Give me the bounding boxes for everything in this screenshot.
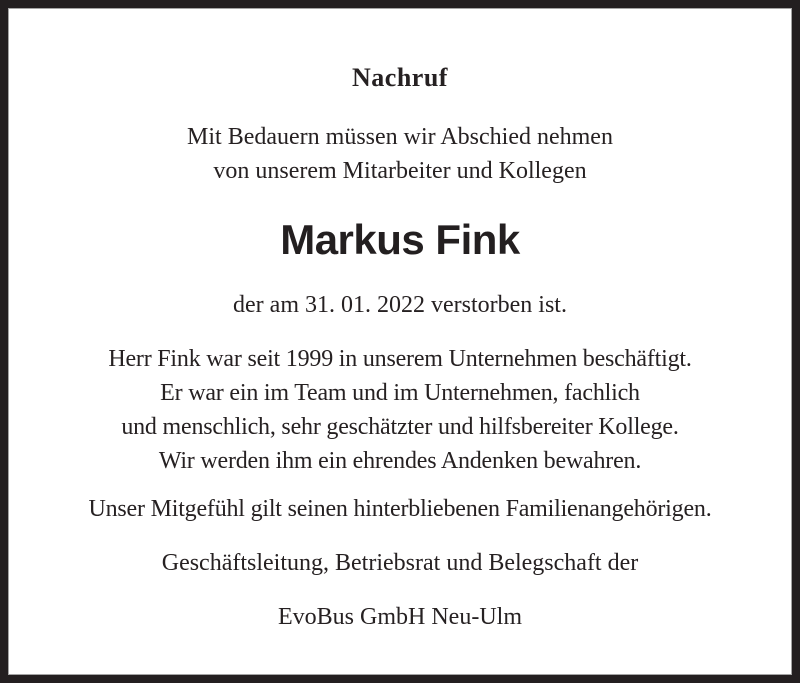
intro-line-1: Mit Bedauern müssen wir Abschied nehmen [187,124,613,150]
death-date-line: der am 31. 01. 2022 verstorben ist. [233,292,567,318]
company-name: EvoBus GmbH Neu-Ulm [278,604,522,630]
intro-text [8,120,792,188]
obituary-content [8,8,792,675]
obituary-title: Nachruf [352,63,448,92]
deceased-name: Markus Fink [280,216,520,263]
tribute-line-4: Wir werden ihm ein ehrendes Andenken bewahren. [158,448,642,474]
tribute-line-3: und menschlich, sehr geschätzter und hilfsbereiter Kollege. [121,414,679,440]
tribute-paragraph [8,342,792,478]
tribute-line-1: Herr Fink war seit 1999 in unserem Unternehmen beschäftigt. [108,346,692,372]
signature-line: Geschäftsleitung, Betriebsrat und Belegschaft der [161,550,639,576]
intro-line-2: von unserem Mitarbeiter und Kollegen [213,158,587,184]
condolence-line: Unser Mitgefühl gilt seinen hinterbliebenen Familienangehörigen. [88,496,712,522]
tribute-line-2: Er war ein im Team und im Unternehmen, fachlich [160,380,640,406]
